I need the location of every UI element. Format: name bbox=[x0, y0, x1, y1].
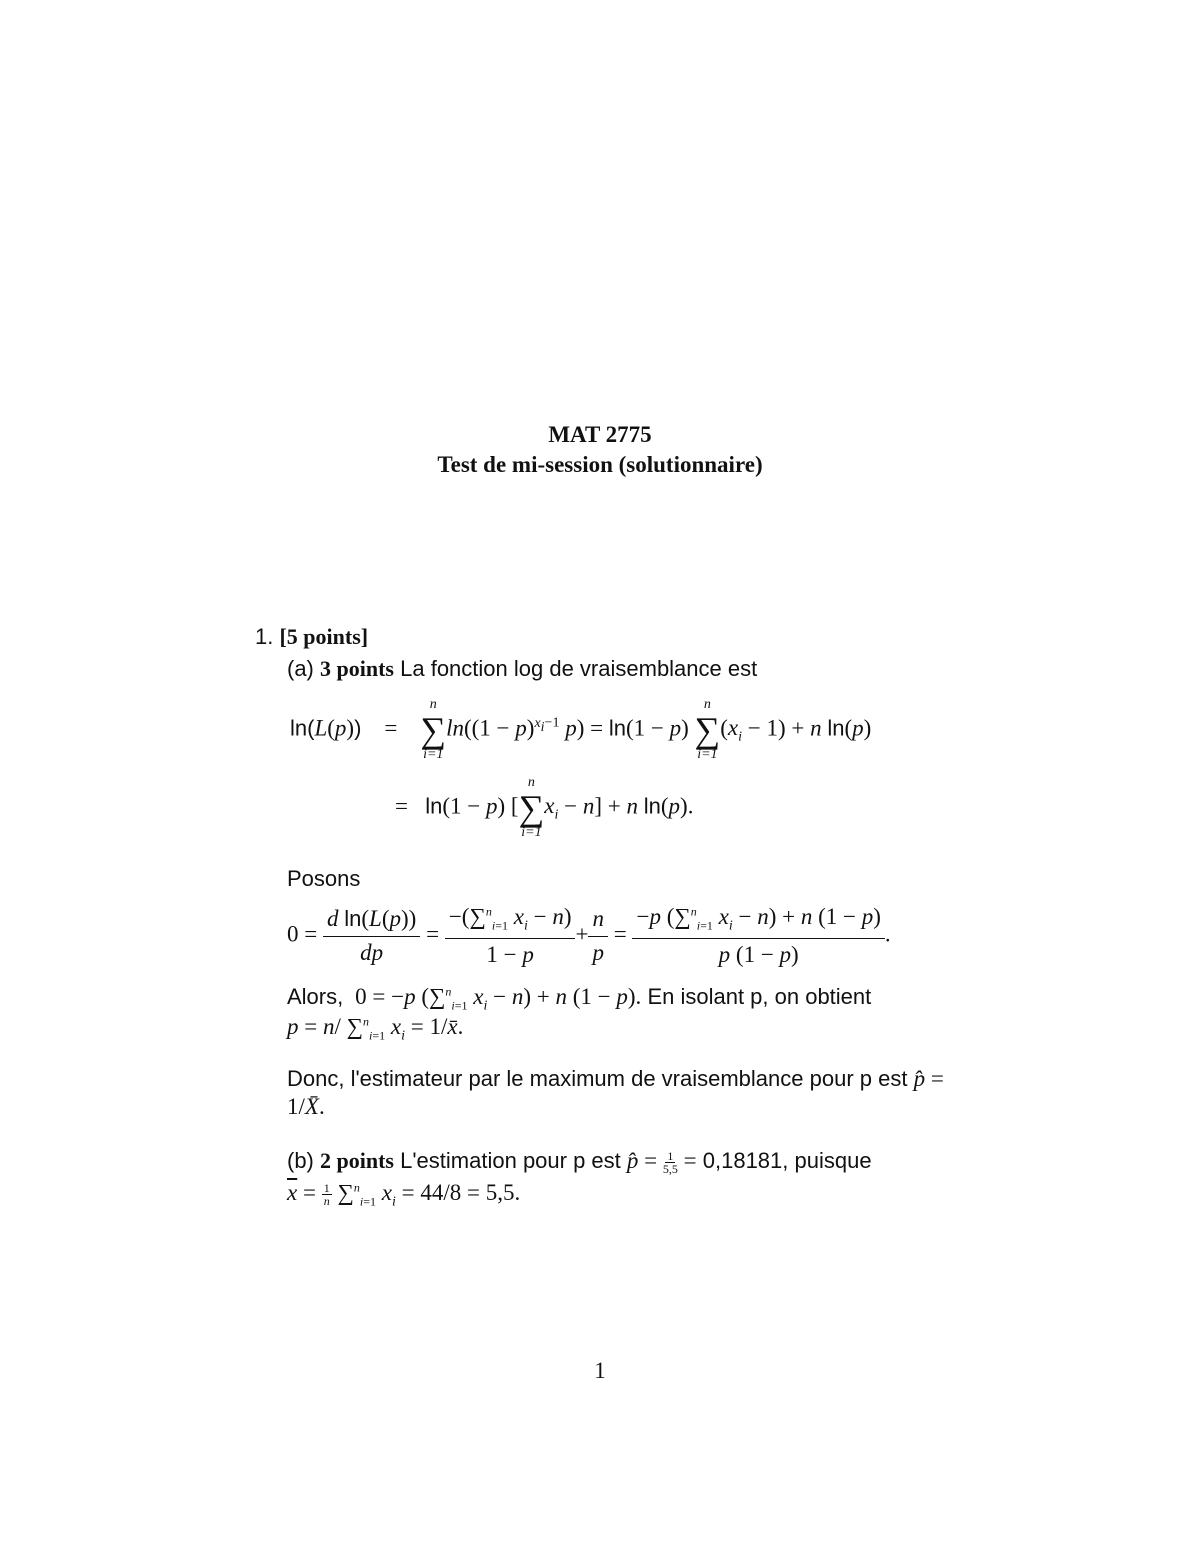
part-a-label: (a) bbox=[287, 656, 314, 681]
part-a-intro-text: La fonction log de vraisemblance est bbox=[400, 656, 758, 681]
page-number: 1 bbox=[594, 1358, 606, 1383]
question-1-heading bbox=[255, 624, 368, 650]
part-b-value: 0,18181 bbox=[702, 1148, 783, 1173]
part-b-line-2: $\overline{x}$ = $\frac{1}{n}$ ∑$^n_{i=1}$ $x_i = 44/8 = 5,5$. bbox=[287, 1180, 521, 1210]
question-number: 1. bbox=[255, 624, 274, 649]
alors-line-2: p = n/ ∑$^n_{i=1}$ $x_i$ = 1/x̄. bbox=[287, 1014, 464, 1044]
part-a-intro bbox=[287, 656, 757, 682]
equation-loglik-line-2: = ln(1 − p) [ n ∑ i=1 $x_i - n] + n$ ln(p). bbox=[395, 775, 694, 840]
donc-line-1: Donc, l'estimateur par le maximum de vraisemblance pour p est p̂ = bbox=[287, 1066, 944, 1091]
en-isolant-text: En isolant p, on obtient bbox=[647, 984, 872, 1009]
posons-label: Posons bbox=[287, 866, 361, 891]
course-title: MAT 2775 bbox=[548, 422, 652, 447]
donc-line-2: 1/X̄. bbox=[287, 1094, 325, 1119]
alors-label: Alors, bbox=[287, 984, 344, 1009]
part-b-puisque: puisque bbox=[794, 1148, 872, 1173]
part-a-points: 3 points bbox=[320, 656, 394, 681]
part-b-text: L'estimation pour p est bbox=[400, 1148, 621, 1173]
part-b-points: 2 points bbox=[320, 1148, 394, 1173]
part-b-label: (b) bbox=[287, 1148, 314, 1173]
page-subtitle: Test de mi-session (solutionnaire) bbox=[437, 452, 763, 477]
equation-derivative: 0 = $\frac{\text{d ln(L(p))}}{dp}$ = $\frac{-(\sum^n_{i=1} x_i - n)}{1 - p}$ + $\frac{n}{p}$ = $\frac{-p (\sum^n_{i=1} x_i - n) + n (1 - p)}{p (1 - p)}$ . bbox=[287, 904, 891, 967]
question-points: [5 points] bbox=[279, 624, 369, 649]
alors-line-1: Alors, 0 = −p (∑$^n_{i=1}$ $x_i - n) + n$ (1 − p). En isolant p, on obtient bbox=[287, 984, 872, 1014]
donc-text: Donc, l'estimateur par le maximum de vraisemblance pour p est bbox=[287, 1066, 908, 1091]
part-b-mean: 44/8 = 5,5. bbox=[420, 1180, 521, 1205]
equation-loglik-line-1: ln(L(p)) = n ∑ i=1 $\ln((1 - p)^{x_i-1}$ p) = ln(1 − p) n ∑ i=1 $(x_i - 1) + n$ ln(p) bbox=[290, 697, 872, 762]
part-b-line-1: (b) 2 points L'estimation pour p est p̂ = $\frac{1}{5,5}$ = 0,18181, puisque bbox=[287, 1148, 872, 1177]
